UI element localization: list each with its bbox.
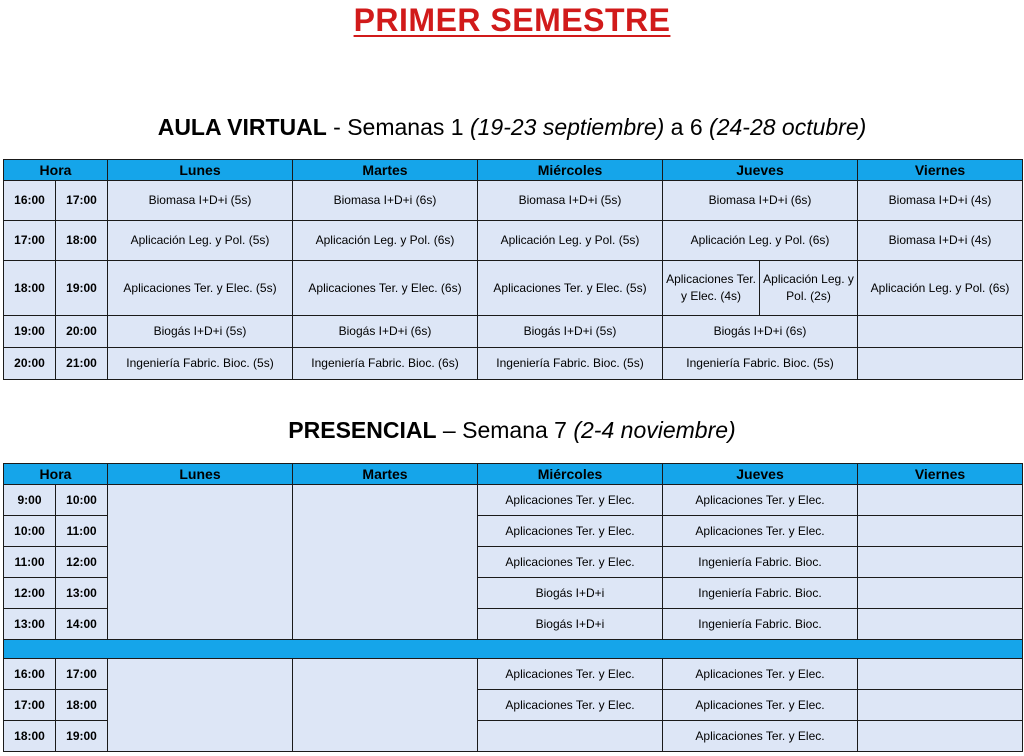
cell-jueves: Aplicaciones Ter. y Elec. — [663, 659, 858, 690]
cell-lunes: Aplicaciones Ter. y Elec. (5s) — [108, 261, 293, 316]
cell-jueves: Aplicación Leg. y Pol. (6s) — [663, 221, 858, 261]
col-header-lunes: Lunes — [108, 160, 293, 181]
cell-miercoles: Aplicaciones Ter. y Elec. — [478, 547, 663, 578]
cell-miercoles: Biogás I+D+i — [478, 578, 663, 609]
cell-jueves: Aplicaciones Ter. y Elec. — [663, 721, 858, 752]
time-end: 19:00 — [56, 261, 108, 316]
virtual-schedule-table — [3, 159, 1023, 380]
cell-jueves: Aplicaciones Ter. y Elec. — [663, 516, 858, 547]
time-start: 11:00 — [4, 547, 56, 578]
table-row — [4, 348, 1023, 380]
col-header-viernes: Viernes — [858, 464, 1023, 485]
cell-viernes-empty — [858, 721, 1023, 752]
cell-miercoles: Biogás I+D+i (5s) — [478, 316, 663, 348]
cell-miercoles: Biomasa I+D+i (5s) — [478, 181, 663, 221]
cell-miercoles: Aplicaciones Ter. y Elec. — [478, 659, 663, 690]
time-start: 16:00 — [4, 659, 56, 690]
time-end: 21:00 — [56, 348, 108, 380]
time-end: 12:00 — [56, 547, 108, 578]
time-end: 20:00 — [56, 316, 108, 348]
time-start: 9:00 — [4, 485, 56, 516]
cell-martes-empty — [293, 659, 478, 752]
cell-miercoles: Aplicaciones Ter. y Elec. — [478, 516, 663, 547]
col-header-hora: Hora — [4, 464, 108, 485]
cell-miercoles: Aplicación Leg. y Pol. (5s) — [478, 221, 663, 261]
cell-jueves: Biomasa I+D+i (6s) — [663, 181, 858, 221]
table-row — [4, 181, 1023, 221]
time-start: 13:00 — [4, 609, 56, 640]
cell-viernes-empty — [858, 516, 1023, 547]
table-header-row — [4, 464, 1023, 485]
time-start: 17:00 — [4, 221, 56, 261]
time-end: 17:00 — [56, 181, 108, 221]
cell-martes: Biomasa I+D+i (6s) — [293, 181, 478, 221]
table-row — [4, 316, 1023, 348]
cell-jueves-b: Aplicación Leg. y Pol. (2s) — [760, 261, 858, 316]
time-start: 10:00 — [4, 516, 56, 547]
col-header-hora: Hora — [4, 160, 108, 181]
col-header-jueves: Jueves — [663, 464, 858, 485]
time-start: 18:00 — [4, 261, 56, 316]
col-header-lunes: Lunes — [108, 464, 293, 485]
col-header-miercoles: Miércoles — [478, 160, 663, 181]
cell-viernes-empty — [858, 659, 1023, 690]
cell-martes: Aplicaciones Ter. y Elec. (6s) — [293, 261, 478, 316]
cell-martes-empty — [293, 485, 478, 640]
time-end: 19:00 — [56, 721, 108, 752]
table-header-row — [4, 160, 1023, 181]
cell-miercoles: Aplicaciones Ter. y Elec. (5s) — [478, 261, 663, 316]
time-end: 17:00 — [56, 659, 108, 690]
cell-viernes-empty — [858, 690, 1023, 721]
page-title: PRIMER SEMESTRE — [353, 2, 671, 38]
time-start: 19:00 — [4, 316, 56, 348]
cell-viernes: Biomasa I+D+i (4s) — [858, 221, 1023, 261]
cell-miercoles — [478, 721, 663, 752]
virtual-heading: AULA VIRTUAL - Semanas 1 (19-23 septiembre) a 6 (24-28 octubre) — [157, 114, 867, 140]
presencial-heading: PRESENCIAL – Semana 7 (2-4 noviembre) — [288, 417, 736, 443]
cell-miercoles: Ingeniería Fabric. Bioc. (5s) — [478, 348, 663, 380]
col-header-jueves: Jueves — [663, 160, 858, 181]
cell-miercoles: Aplicaciones Ter. y Elec. — [478, 485, 663, 516]
cell-miercoles: Aplicaciones Ter. y Elec. — [478, 690, 663, 721]
time-start: 18:00 — [4, 721, 56, 752]
cell-lunes-empty — [108, 485, 293, 640]
col-header-martes: Martes — [293, 464, 478, 485]
table-row — [4, 261, 1023, 316]
cell-jueves: Aplicaciones Ter. y Elec. — [663, 485, 858, 516]
col-header-martes: Martes — [293, 160, 478, 181]
cell-viernes — [858, 348, 1023, 380]
table-row — [4, 221, 1023, 261]
time-end: 18:00 — [56, 221, 108, 261]
cell-jueves: Ingeniería Fabric. Bioc. — [663, 609, 858, 640]
time-end: 11:00 — [56, 516, 108, 547]
cell-jueves: Ingeniería Fabric. Bioc. (5s) — [663, 348, 858, 380]
time-start: 16:00 — [4, 181, 56, 221]
cell-lunes: Aplicación Leg. y Pol. (5s) — [108, 221, 293, 261]
time-end: 10:00 — [56, 485, 108, 516]
cell-lunes: Biomasa I+D+i (5s) — [108, 181, 293, 221]
col-header-viernes: Viernes — [858, 160, 1023, 181]
cell-lunes: Biogás I+D+i (5s) — [108, 316, 293, 348]
table-row — [4, 659, 1023, 690]
time-start: 12:00 — [4, 578, 56, 609]
cell-lunes-empty — [108, 659, 293, 752]
cell-viernes-empty — [858, 578, 1023, 609]
time-end: 13:00 — [56, 578, 108, 609]
presencial-schedule-table — [3, 463, 1023, 752]
cell-viernes: Aplicación Leg. y Pol. (6s) — [858, 261, 1023, 316]
cell-viernes: Biomasa I+D+i (4s) — [858, 181, 1023, 221]
cell-lunes: Ingeniería Fabric. Bioc. (5s) — [108, 348, 293, 380]
time-start: 20:00 — [4, 348, 56, 380]
cell-martes: Biogás I+D+i (6s) — [293, 316, 478, 348]
cell-viernes-empty — [858, 609, 1023, 640]
cell-martes: Aplicación Leg. y Pol. (6s) — [293, 221, 478, 261]
lunch-break-separator — [4, 640, 1023, 659]
cell-jueves: Biogás I+D+i (6s) — [663, 316, 858, 348]
cell-jueves-a: Aplicaciones Ter. y Elec. (4s) — [663, 261, 760, 316]
cell-viernes-empty — [858, 485, 1023, 516]
cell-jueves: Ingeniería Fabric. Bioc. — [663, 547, 858, 578]
cell-viernes — [858, 316, 1023, 348]
cell-viernes-empty — [858, 547, 1023, 578]
time-end: 14:00 — [56, 609, 108, 640]
col-header-miercoles: Miércoles — [478, 464, 663, 485]
cell-jueves: Ingeniería Fabric. Bioc. — [663, 578, 858, 609]
table-row — [4, 485, 1023, 516]
time-start: 17:00 — [4, 690, 56, 721]
cell-martes: Ingeniería Fabric. Bioc. (6s) — [293, 348, 478, 380]
time-end: 18:00 — [56, 690, 108, 721]
cell-jueves: Aplicaciones Ter. y Elec. — [663, 690, 858, 721]
cell-miercoles: Biogás I+D+i — [478, 609, 663, 640]
separator-cell — [4, 640, 1023, 659]
